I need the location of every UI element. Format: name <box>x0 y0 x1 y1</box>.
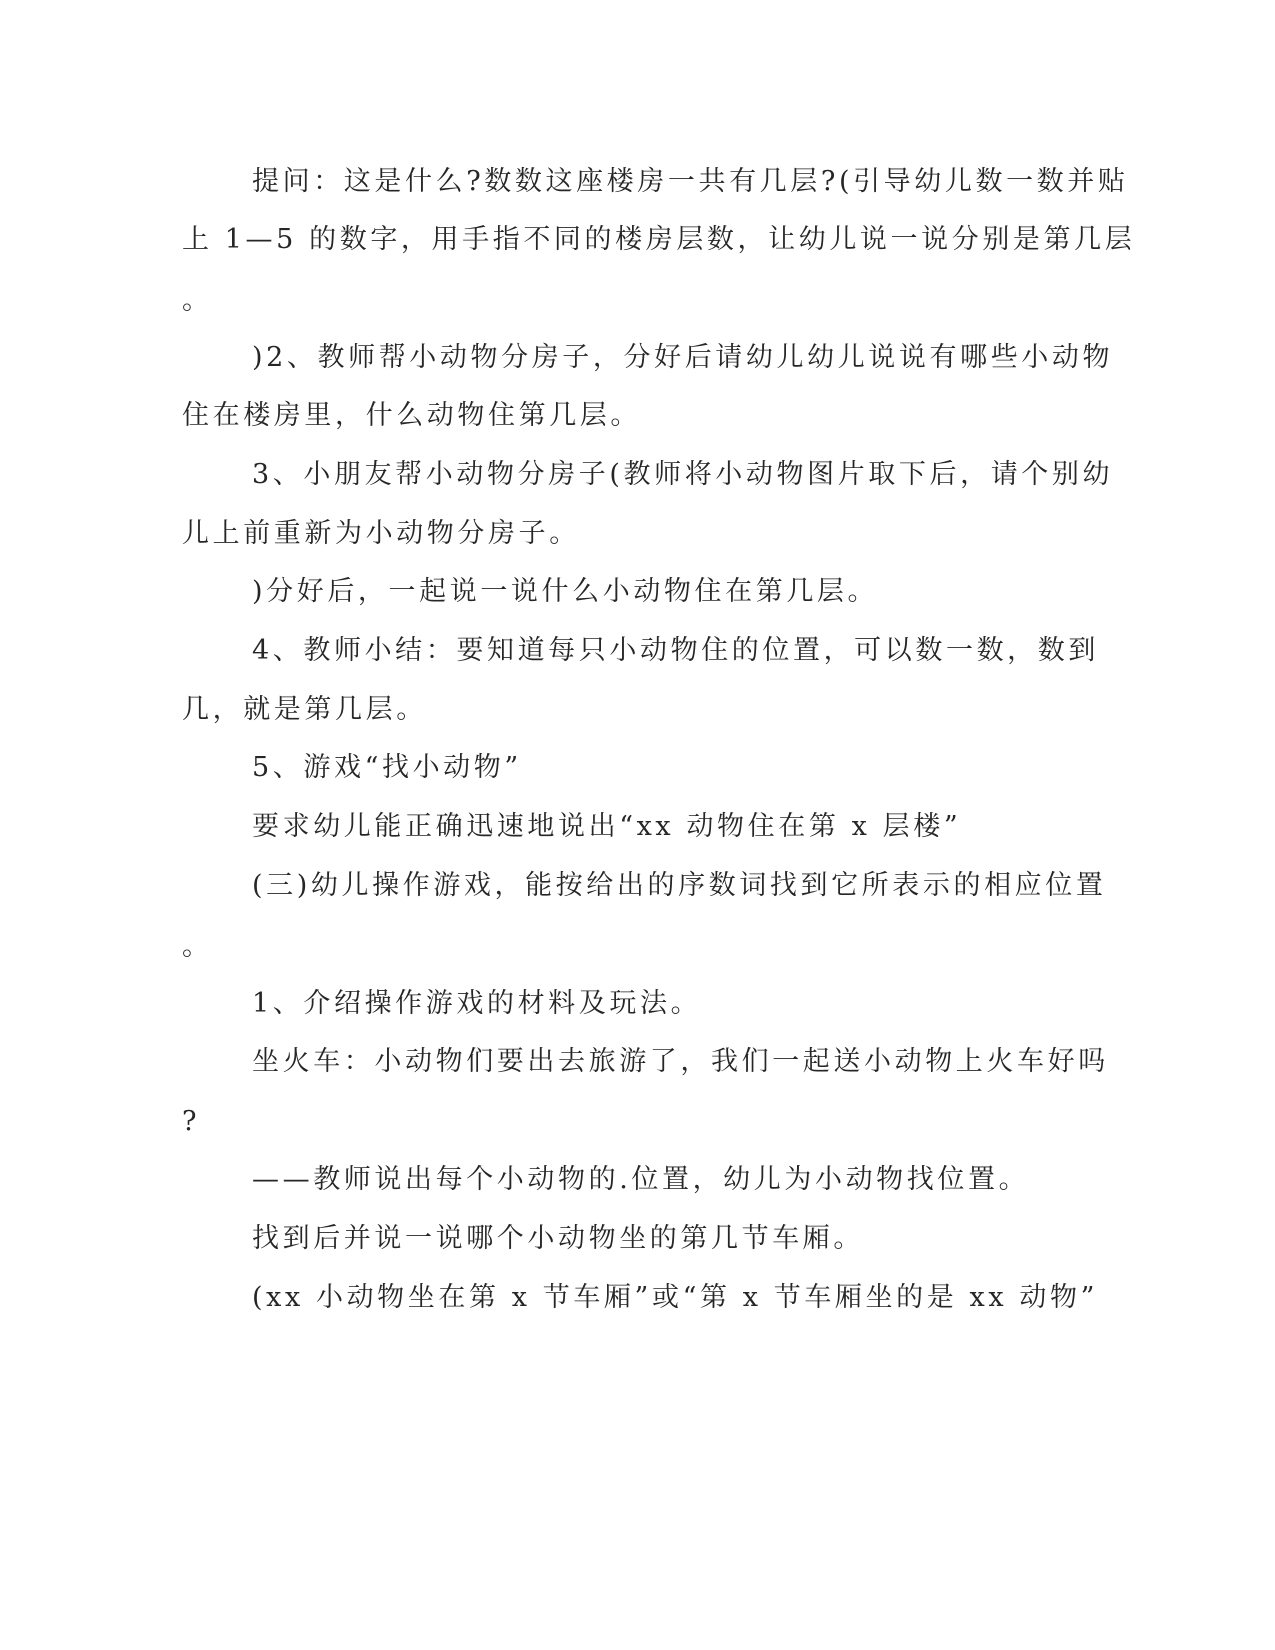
text-line: 1、介绍操作游戏的材料及玩法。 <box>252 988 702 1019</box>
text-line: ? <box>182 1106 201 1137</box>
text-line: 住在楼房里，什么动物住第几层。 <box>182 400 641 431</box>
text-line: 坐火车：小动物们要出去旅游了，我们一起送小动物上火车好吗 <box>252 1046 1109 1077</box>
text-line: 3、小朋友帮小动物分房子(教师将小动物图片取下后，请个别幼 <box>252 459 1114 490</box>
text-line: 。 <box>182 285 213 316</box>
text-line: 4、教师小结：要知道每只小动物住的位置，可以数一数，数到 <box>252 635 1099 666</box>
text-line: 要求幼儿能正确迅速地说出“xx 动物住在第 x 层楼” <box>252 811 962 842</box>
text-line: 几，就是第几层。 <box>182 694 427 725</box>
text-line: (三)幼儿操作游戏，能按给出的序数词找到它所表示的相应位置 <box>252 870 1107 901</box>
text-line: 。 <box>182 931 213 962</box>
text-line: 儿上前重新为小动物分房子。 <box>182 518 580 549</box>
text-line: (xx 小动物坐在第 x 节车厢”或“第 x 节车厢坐的是 xx 动物” <box>252 1282 1098 1313</box>
text-line: 找到后并说一说哪个小动物坐的第几节车厢。 <box>252 1223 864 1254</box>
text-line: 5、游戏“找小动物” <box>252 752 522 783</box>
text-line: 提问：这是什么?数数这座楼房一共有几层?(引导幼儿数一数并贴 <box>252 166 1129 197</box>
text-line: 上 1—5 的数字，用手指不同的楼房层数，让幼儿说一说分别是第几层 <box>182 224 1136 255</box>
text-line: )分好后，一起说一说什么小动物住在第几层。 <box>252 576 879 607</box>
text-line: ——教师说出每个小动物的.位置，幼儿为小动物找位置。 <box>252 1164 1030 1195</box>
text-line: )2、教师帮小动物分房子，分好后请幼儿幼儿说说有哪些小动物 <box>252 342 1114 373</box>
